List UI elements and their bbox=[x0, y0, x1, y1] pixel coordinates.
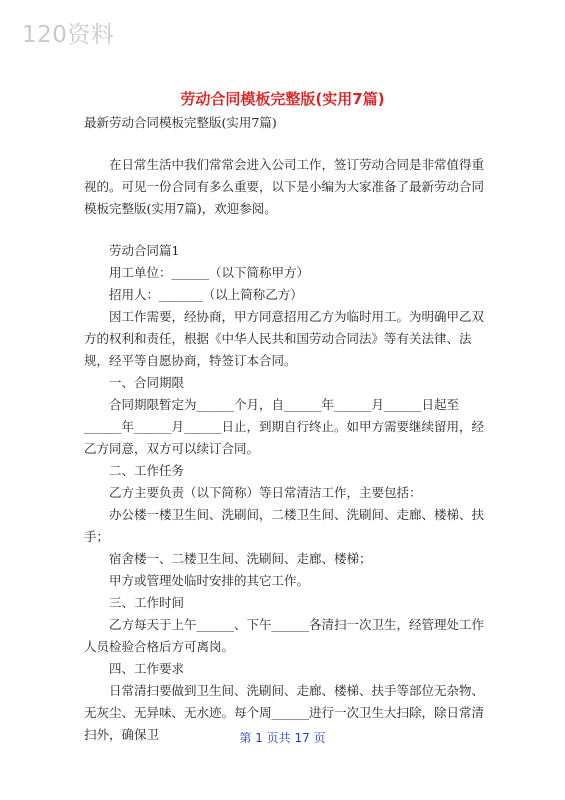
document-subtitle: 最新劳动合同模板完整版(实用7篇) bbox=[84, 115, 277, 130]
page-number-footer: 第 1 页共 17 页 bbox=[239, 731, 326, 745]
clause-task-item: 甲方或管理处临时安排的其它工作。 bbox=[109, 573, 310, 588]
spacer bbox=[84, 134, 484, 154]
watermark-logo: 120资料 bbox=[22, 22, 115, 48]
clause-time-heading: 三、工作时间 bbox=[109, 595, 185, 610]
employer-line: 用工单位：______（以下简称甲方） bbox=[109, 265, 310, 280]
document-title: 劳动合同模板完整版(实用7篇) bbox=[180, 90, 385, 108]
employee-line: 招用人：_______（以上简称乙方） bbox=[109, 287, 303, 302]
clause-task-item: 宿舍楼一、二楼卫生间、洗刷间、走廊、楼梯； bbox=[109, 551, 372, 566]
clause-task-intro: 乙方主要负责（以下简称）等日常清洁工作，主要包括： bbox=[109, 485, 422, 500]
document-body bbox=[84, 112, 484, 746]
spacer bbox=[84, 220, 484, 240]
clause-requirements-text: 日常清扫要做到卫生间、洗刷间、走廊、楼梯、扶手等部位无杂物、无灰尘、无异味、无水迹。每个周______进行一次卫生大扫除，除日常清扫外，确保卫 bbox=[84, 683, 485, 742]
clause-requirements-heading: 四、工作要求 bbox=[109, 661, 185, 676]
clause-time-text: 乙方每天于上午______、下午______各清扫一次卫生，经管理处工作人员检验合格后方可离岗。 bbox=[84, 617, 485, 654]
clause-task-item: 办公楼一楼卫生间、洗刷间，二楼卫生间、洗刷间、走廊、楼梯、扶手； bbox=[84, 507, 485, 544]
clause-term-heading: 一、合同期限 bbox=[109, 375, 185, 390]
clause-task-heading: 二、工作任务 bbox=[109, 463, 185, 478]
clause-term-text: 合同期限暂定为______个月，自______年______月______日起至______年______月______日止，到期自行终止。如甲方需要继续留用，经乙方同意，双方可以续订合同。 bbox=[84, 397, 485, 456]
preamble-paragraph: 因工作需要，经协商，甲方同意招用乙方为临时用工。为明确甲乙双方的权利和责任，根据《中华人民共和国劳动合同法》等有关法律、法规，经平等自愿协商，特签订本合同。 bbox=[84, 309, 485, 368]
section-heading: 劳动合同篇1 bbox=[109, 243, 180, 258]
intro-paragraph: 在日常生活中我们常常会进入公司工作，签订劳动合同是非常值得重视的。可见一份合同有多么重要，以下是小编为大家准备了最新劳动合同模板完整版(实用7篇)，欢迎参阅。 bbox=[84, 157, 485, 216]
